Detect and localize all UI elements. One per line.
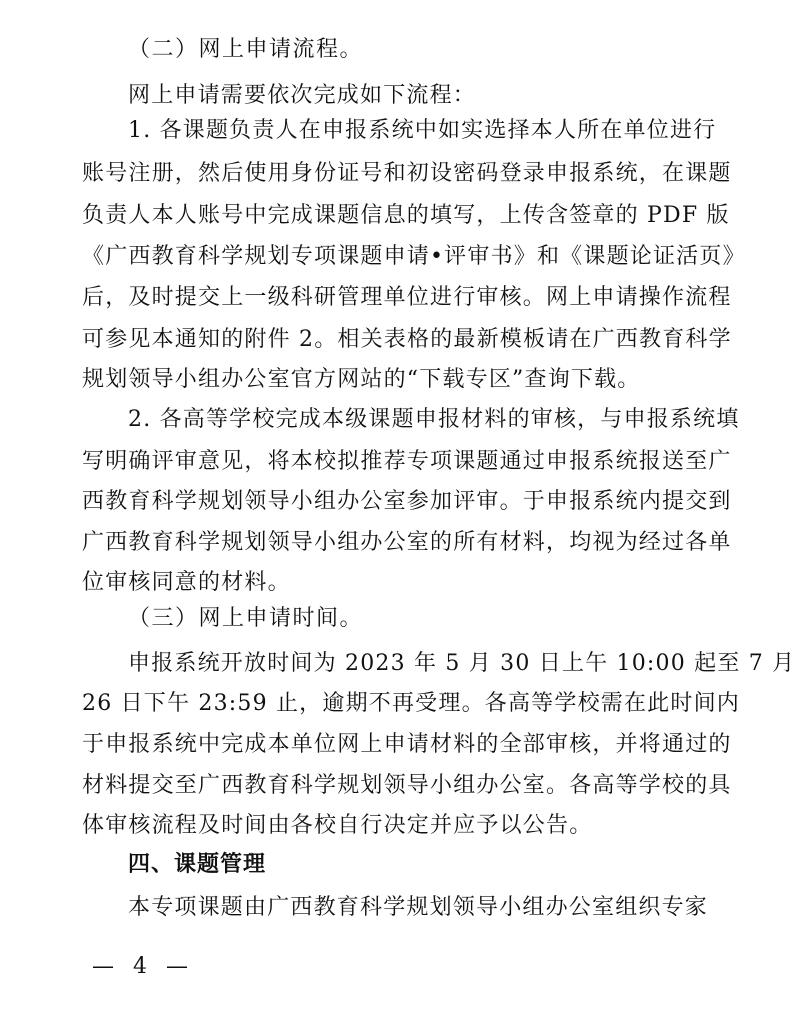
section-title-project-management: 四、课题管理 (128, 852, 267, 877)
step2-line: 2. 各高等学校完成本级课题申报材料的审核，与申报系统填 (128, 407, 740, 432)
page-number: — 4 — (92, 954, 194, 979)
time-line: 申报系统开放时间为 2023 年 5 月 30 日上午 10:00 起至 7 月 (128, 651, 796, 676)
intro-paragraph: 网上申请需要依次完成如下流程： (128, 83, 477, 108)
step1-line: 可参见本通知的附件 2。相关表格的最新模板请在广西教育科学 (82, 327, 732, 352)
step2-line: 西教育科学规划领导小组办公室参加评审。于申报系统内提交到 (82, 489, 732, 514)
subheading-application-time: （三）网上申请时间。 (128, 606, 364, 631)
step2-line: 写明确评审意见，将本校拟推荐专项课题通过申报系统报送至广 (82, 449, 732, 474)
time-line: 26 日下午 23:59 止，逾期不再受理。各高等学校需在此时间内 (82, 691, 740, 716)
step1-line: 负责人本人账号中完成课题信息的填写，上传含签章的 PDF 版 (82, 203, 730, 228)
time-line: 于申报系统中完成本单位网上申请材料的全部审核，并将通过的 (82, 732, 732, 757)
time-line: 材料提交至广西教育科学规划领导小组办公室。各高等学校的具 (82, 773, 732, 798)
step1-line: 1. 各课题负责人在申报系统中如实选择本人所在单位进行 (128, 118, 717, 143)
step1-line: 规划领导小组办公室官方网站的“下载专区”查询下载。 (82, 367, 641, 392)
step2-line: 广西教育科学规划领导小组办公室的所有材料，均视为经过各单 (82, 530, 732, 555)
time-line: 体审核流程及时间由各校自行决定并应予以公告。 (82, 813, 593, 838)
step1-line: 后，及时提交上一级科研管理单位进行审核。网上申请操作流程 (82, 285, 732, 310)
step1-line: 《广西教育科学规划专项课题申请•评审书》和《课题论证活页》 (82, 244, 746, 269)
section4-line: 本专项课题由广西教育科学规划领导小组办公室组织专家 (128, 895, 709, 920)
step1-line: 账号注册，然后使用身份证号和初设密码登录申报系统，在课题 (82, 161, 732, 186)
step2-line: 位审核同意的材料。 (82, 570, 291, 595)
subheading-application-process: （二）网上申请流程。 (128, 37, 364, 62)
